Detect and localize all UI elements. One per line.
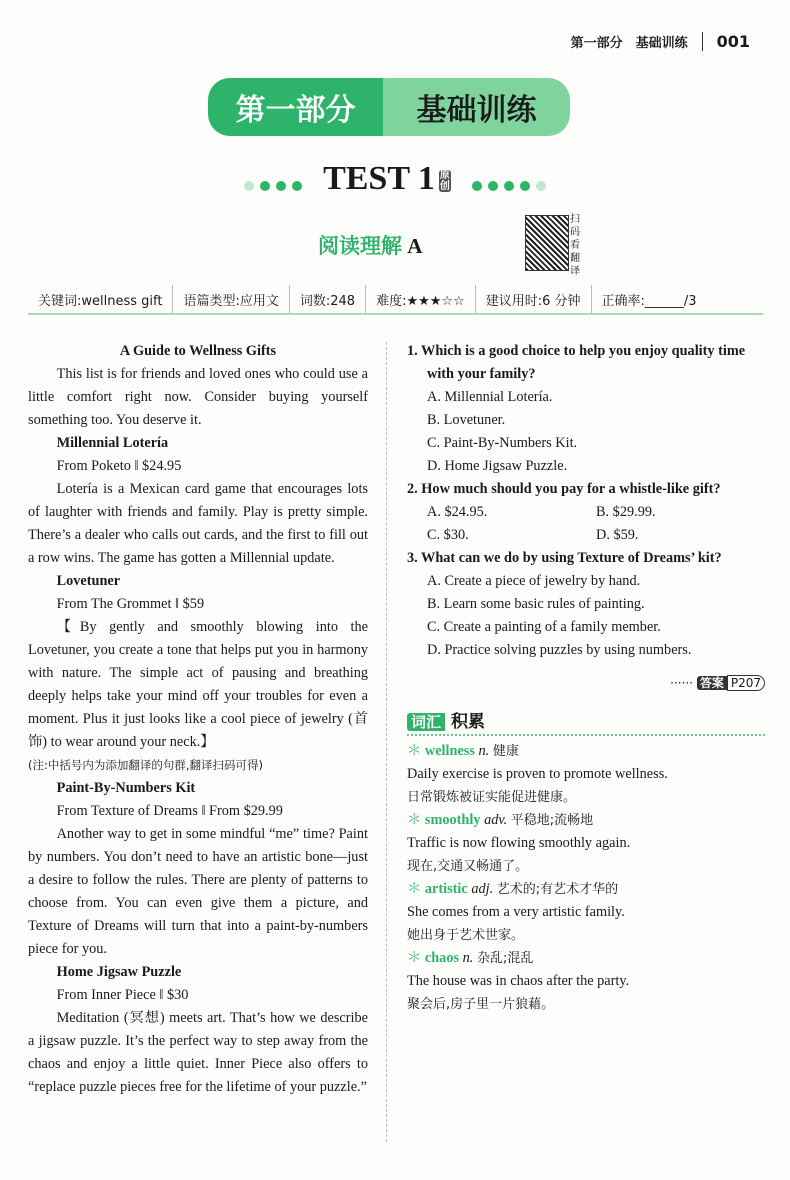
vocab-example: Traffic is now flowing smoothly again. [407,835,631,851]
answer-label: 答案 [697,676,727,690]
banner-left: 第一部分 [208,78,383,136]
answer-ref: ······ 答案 P207 [407,672,765,695]
vocab-pos: n. [462,950,474,966]
item-description: Another way to get in some mindful “me” time? Paint by numbers. You don’t need to have an artistic bone—just a desire to follow the rules. There are plenty of patterns to choose from. You can even give them a picture, and Texture of Dreams will turn that into a paint-by-numbers piece for you. [28,826,368,957]
vocab-word: chaos [424,950,460,966]
part-banner [208,78,570,136]
star-icon: ＊ [407,950,425,966]
star-icon: ＊ [407,812,425,828]
qr-code-icon[interactable] [525,215,569,271]
option-row [407,501,765,524]
translation-note: (注:中括号内为添加翻译的句群,翻译扫码可得) [28,758,264,772]
answer-option: D. $59. [596,527,639,543]
answer-page: P207 [727,675,765,691]
test-title [0,160,790,200]
vocab-example: The house was in chaos after the party. [407,973,630,989]
item-name: Paint-By-Numbers Kit [56,780,196,796]
vocab-meaning: 平稳地;流畅地 [510,813,594,828]
item-name: Millennial Lotería [56,435,169,451]
vocab-word: artistic [424,881,468,897]
vocab-entry [407,878,765,901]
vocab-tag: 词汇 [407,713,445,731]
original-badge: 原创 [439,170,450,193]
answer-option: C. Create a painting of a family member. [427,619,661,635]
article-title: A Guide to Wellness Gifts [119,343,277,359]
section-label: 第一部分 基础训练 [570,36,688,51]
vocab-header [407,711,765,736]
item-source-price: From Inner Piece ‖ $30 [56,987,189,1003]
vocab-entry [407,740,765,763]
question-stem: 1. Which is a good choice to help you enjoy quality time with your family? [407,343,746,382]
star-icon: ＊ [407,743,425,759]
answer-option: D. Practice solving puzzles by using numbers. [427,642,692,658]
item-description: Lotería is a Mexican card game that encourages lots of laughter with friends and family. Play is pretty simple. There’s a dealer who calls out cards, and the first to fill out a row wins. The game has gotten a Millennial update. [28,481,368,566]
answer-option: A. Create a piece of jewelry by hand. [427,573,641,589]
answer-option: A. Millennial Lotería. [427,389,553,405]
option-row [407,524,765,547]
decor-dots-icon [469,162,549,200]
meta-field: 词数:248 [290,285,366,313]
question-stem: 2. How much should you pay for a whistle-like gift? [407,481,721,497]
running-header [571,32,750,51]
vocab-translation: 聚会后,房子里一片狼藉。 [407,997,555,1012]
vocab-word: smoothly [424,812,481,828]
meta-field: 难度:★★★☆☆ [366,285,476,313]
item-source-price: From Poketo ‖ $24.95 [56,458,182,474]
vocab-example: Daily exercise is proven to promote wellness. [407,766,668,782]
meta-field: 正确率:______/3 [601,293,697,309]
column-divider [386,342,387,1142]
item-name: Lovetuner [56,573,121,589]
meta-field: 关键词:wellness gift [28,285,173,313]
article-intro: This list is for friends and loved ones who could use a little comfort right now. Consider buying yourself something too. You deserve it. [28,366,368,428]
vocab-meaning: 杂乱;混乱 [476,951,534,966]
meta-bar [28,285,763,315]
vocab-translation: 日常锻炼被证实能促进健康。 [407,790,577,805]
vocab-word: wellness [424,743,475,759]
subtitle-cn: 阅读理解 [318,234,402,258]
vocab-pos: adj. [471,881,494,897]
question-stem: 3. What can we do by using Texture of Dreams’ kit? [407,550,722,566]
vocab-translation: 她出身于艺术世家。 [407,928,525,943]
meta-field: 建议用时:6 分钟 [476,285,592,313]
item-source-price: From Texture of Dreams ‖ From $29.99 [56,803,283,819]
article-column [28,340,368,1099]
vocab-title: 积累 [450,712,485,732]
vocab-entry [407,947,765,970]
banner-right: 基础训练 [383,78,570,136]
item-description: Meditation (冥想) meets art. That’s how we describe a jigsaw puzzle. It’s the perfect way to step away from the chaos and enjoy a little quiet. Inner Piece also offers to “replace puzzle pieces free for the lifetime of your puzzle.” [28,1010,368,1095]
vocab-example: She comes from a very artistic family. [407,904,625,920]
subtitle-letter: A [407,234,423,258]
answer-option: C. Paint-By-Numbers Kit. [427,435,578,451]
vocab-meaning: 艺术的;有艺术才华的 [496,882,619,897]
item-description: 【By gently and smoothly blowing into the Lovetuner, you create a tone that helps put you in harmony with nature. The simple act of pausing and breathing deeply helps take your mind off your troubles for even a moment. Plus it just looks like a cool piece of jewelry (首饰) to wear around your neck.】 [28,619,368,750]
answer-option: B. Lovetuner. [427,412,506,428]
star-icon: ＊ [407,881,425,897]
answer-option: B. $29.99. [596,504,656,520]
vocab-pos: adv. [484,812,508,828]
item-source-price: From The Grommet ‖ $59 [56,596,205,612]
answer-option: D. Home Jigsaw Puzzle. [427,458,568,474]
vocab-meaning: 健康 [492,744,519,759]
questions-column [407,340,765,1016]
item-name: Home Jigsaw Puzzle [56,964,182,980]
answer-option: A. $24.95. [427,504,488,520]
vocab-pos: n. [478,743,490,759]
vocab-translation: 现在,交通又畅通了。 [407,859,529,874]
page-number: 001 [702,32,750,51]
options-grid [407,501,765,547]
qr-label: 扫码看翻译 [570,214,580,277]
decor-dots-icon [241,162,305,200]
meta-field: 语篇类型:应用文 [173,285,289,313]
answer-option: B. Learn some basic rules of painting. [427,596,645,612]
vocab-entry [407,809,765,832]
test-heading: TEST 1 [323,160,435,197]
answer-option: C. $30. [427,527,469,543]
section-subtitle [318,230,422,260]
